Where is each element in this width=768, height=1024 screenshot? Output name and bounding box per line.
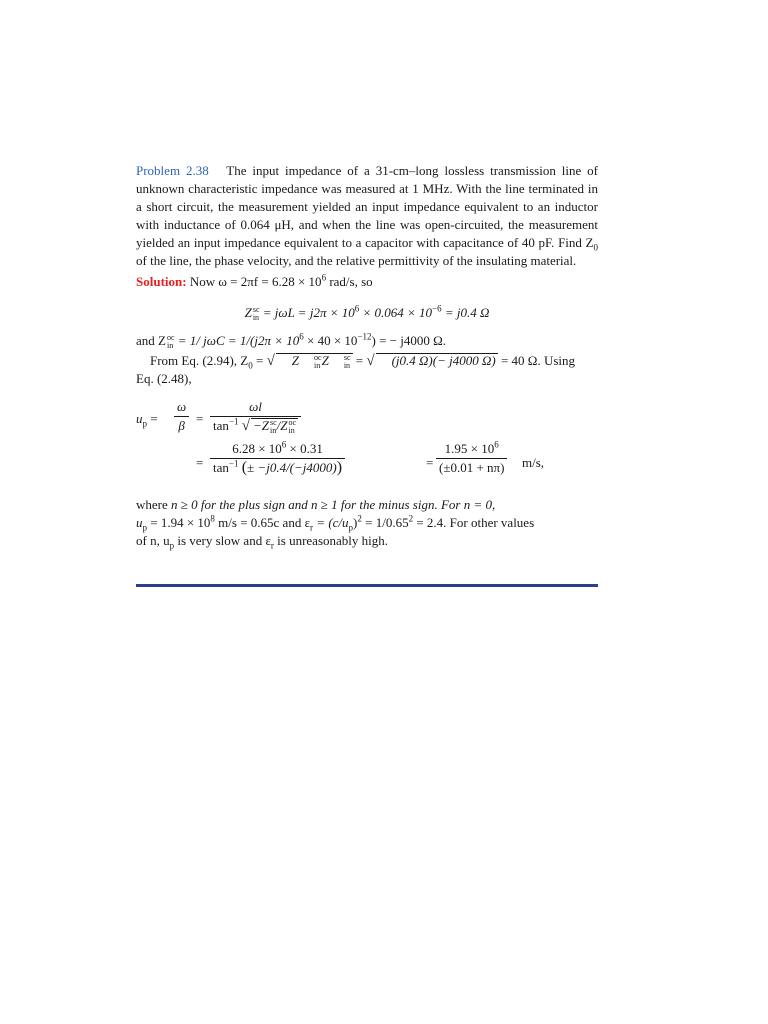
- phase-velocity-equation: $u_p$ = ω β = ωl $\tan^{-1}$ √ −Z sc in /Z oc in = $6.28 \times 10^6 \times 0.31$ $\tan^{-1}$ (± −j0.4/(−j4000)) = $1.95 \times 10^6$ (±0.01 + nπ) m/s,: [136, 399, 545, 477]
- equation-zoc-line: and Z oc in = 1/ $j\omega C = 1/(j2\pi \times 10^6 \times 40 \times 10^{-12})$ = − j4000 Ω.: [136, 331, 447, 351]
- closing-paragraph: where n ≥ 0 for the plus sign and n ≥ 1 for the minus sign. For n = 0, $u_p = 1.94 \times 10^8$ m/s = 0.65c and $\varepsilon_r = (c/u_p)^2 = 1/0.65^2 = 2.4$. For other values of n, $u_p$ is very slow and $\varepsilon_r$ is unreasonably high.: [136, 497, 535, 551]
- problem-statement: Problem 2.38 The input impedance of a 31-cm–long lossless transmission line of unknown characteristic impedance was measured at 1 MHz. With the line terminated in a short circuit, the measurement yielded an input impedance equivalent to an inductor with inductance of 0.064 μH, and when the line was open-circuited, the measurement yielded an input impedance equivalent to a capacitor with capacitance of 40 pF. Find $Z_0$ of the line, the phase velocity, and the relative permittivity of the insulating material.: [136, 163, 598, 268]
- equation-zsc: Z sc in = $j\omega L = j2\pi \times 10^6 \times 0.064 \times 10^{-6} = j0.4$ Ω: [244, 303, 490, 323]
- solution-intro: Solution: Now $\omega = 2\pi f = 6.28 \times 10^6$ rad/s, so: [136, 272, 373, 289]
- problem-text: The input impedance of a 31-cm–long lossless transmission line of unknown characteristic impedance was measured at 1 MHz. With the line terminated in a short circuit, the measurement yielded an input impedance equivalent to an inductor with inductance of 0.064 μH, and when the line was open-circuited, the measurement yielded an input impedance equivalent to a capacitor with capacitance of 40 pF. Find Z: [136, 163, 598, 250]
- end-of-solution-rule: [136, 584, 598, 587]
- radical-sign: √: [266, 353, 275, 370]
- radical-sign: √: [366, 353, 375, 370]
- problem-label: Problem 2.38: [136, 163, 209, 178]
- omega-over-beta: ω β: [174, 398, 189, 435]
- omega-l-fraction: ωl $\tan^{-1}$ √ −Z sc in /Z oc in: [210, 398, 301, 435]
- solution-label: Solution:: [136, 274, 187, 289]
- z0-line: From Eq. (2.94), $Z_0$ = √ Z oc in Z sc in = √ (j0.4 Ω)(− j4000 Ω) = 40 Ω. Using Eq. (2.48),: [136, 353, 576, 387]
- simplified-fraction: $1.95 \times 10^6$ (±0.01 + nπ): [436, 440, 507, 477]
- numeric-fraction: $6.28 \times 10^6 \times 0.31$ $\tan^{-1}$ (± −j0.4/(−j4000)): [210, 440, 345, 477]
- solution-page: [136, 162, 598, 550]
